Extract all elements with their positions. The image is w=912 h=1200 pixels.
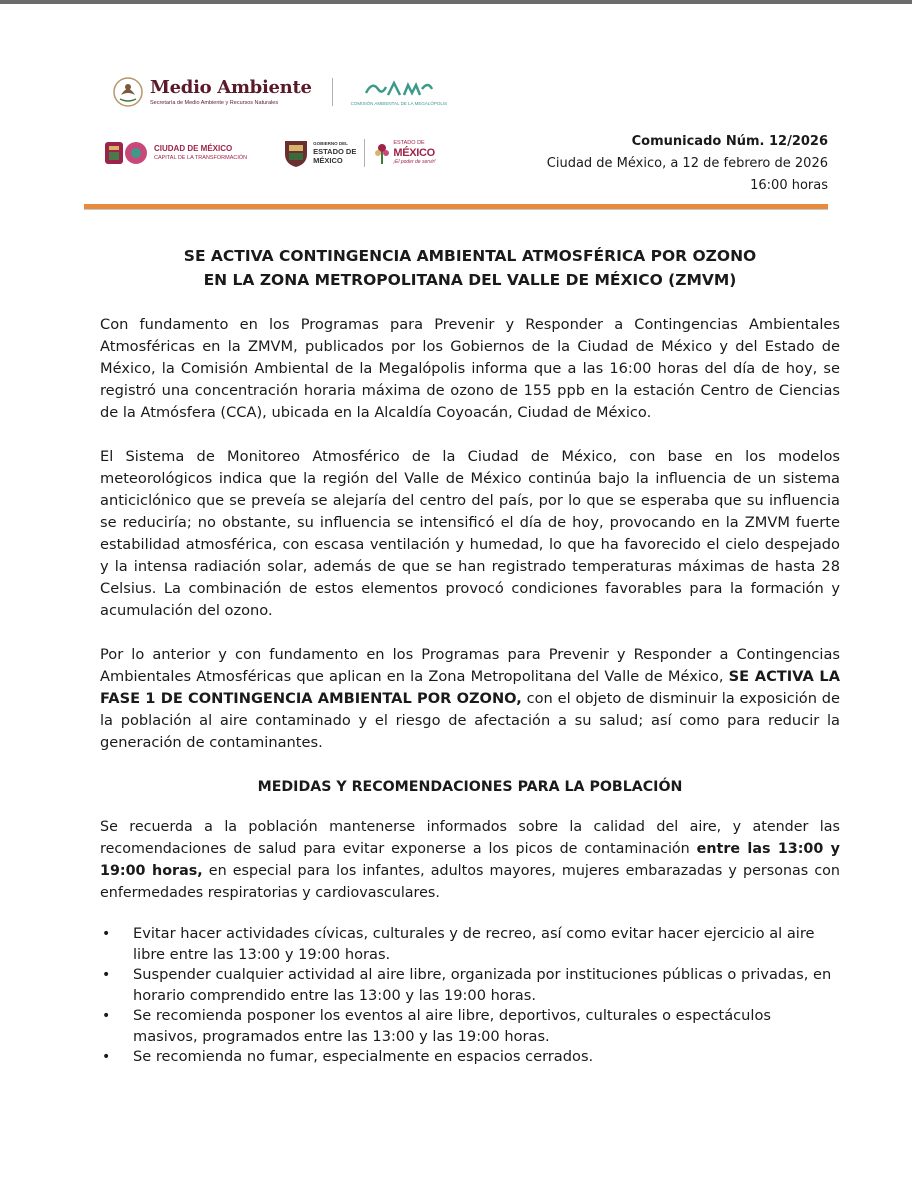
- list-item-text: Se recomienda no fumar, especialmente en espacios cerrados.: [133, 1048, 594, 1065]
- list-item: [100, 1006, 840, 1047]
- came-wordmark-icon: [364, 79, 434, 99]
- edomex-gov-label-line2: MÉXICO: [313, 156, 343, 165]
- header-logos-primary: [112, 72, 447, 112]
- edomex-government-logo: [283, 138, 356, 168]
- headline-line-1: SE ACTIVA CONTINGENCIA AMBIENTAL ATMOSFÉRICA POR OZONO: [183, 247, 757, 265]
- sema-logo-subtitle: Secretaría de Medio Ambiente y Recursos Naturales: [150, 100, 279, 106]
- communique-number: Comunicado Núm. 12/2026: [631, 134, 828, 149]
- cdmx-logo: [104, 138, 247, 168]
- bullet-icon: •: [102, 967, 111, 983]
- bullet-icon: •: [102, 1008, 111, 1024]
- edomex-brand-small: ESTADO DE: [393, 140, 425, 146]
- edomex-gov-label-line1: ESTADO DE: [313, 147, 357, 156]
- came-logo: [351, 79, 448, 106]
- list-item: [100, 924, 840, 965]
- sema-logo-title: Medio Ambiente: [150, 77, 312, 98]
- edomex-brand-slogan: ¡El poder de servir!: [393, 159, 436, 165]
- cdmx-subtitle: CAPITAL DE LA TRANSFORMACIÓN: [154, 155, 248, 161]
- bullet-icon: •: [102, 1049, 111, 1065]
- cdmx-title: CIUDAD DE MÉXICO: [154, 144, 233, 153]
- header-divider: [84, 204, 828, 210]
- paragraph-1: Con fundamento en los Programas para Prevenir y Responder a Contingencias Ambientales Atmosféricas en la ZMVM, publicados por los Gobiernos de la Ciudad de México y del Estado de México, la Comisión Ambiental de la Megalópolis informa que a las 16:00 horas del día de hoy, se registró una concentración horaria máxima de ozono de 155 ppb en la estación Centro de Ciencias de la Atmósfera (CCA), ubicada en la Alcaldía Coyoacán, Ciudad de México.: [100, 316, 840, 421]
- came-logo-subtitle: COMISIÓN AMBIENTAL DE LA MEGALÓPOLIS: [350, 100, 448, 106]
- paragraph-3-emphasis: SE ACTIVA LA FASE 1 DE CONTINGENCIA AMBIENTAL POR OZONO,: [100, 668, 840, 707]
- list-item: [100, 1047, 840, 1068]
- measures-intro-end: en especial para los infantes, adultos mayores, mujeres embarazadas y personas con enfermedades respiratorias y cardiovasculares.: [100, 863, 840, 901]
- measures-title: MEDIDAS Y RECOMENDACIONES PARA LA POBLACIÓN: [257, 779, 683, 795]
- measures-intro-start: Se recuerda a la población mantenerse informados sobre la calidad del aire, y atender las recomendaciones de salud para evitar exponerse a los picos de contaminación: [100, 819, 840, 857]
- paragraph-3-text-start: Por lo anterior y con fundamento en los Programas para Prevenir y Responder a Contingencias Ambientales Atmosféricas que aplican en la Zona Metropolitana del Valle de México,: [100, 646, 840, 685]
- recommendations-list: [100, 924, 840, 1068]
- edomex-brand-title: MÉXICO: [393, 147, 435, 159]
- edomex-flower-icon: [373, 140, 391, 166]
- document-body: [100, 244, 840, 1068]
- paragraph-3: [100, 644, 840, 754]
- list-item-text: Evitar hacer actividades cívicas, culturales y de recreo, así como evitar hacer ejercicio al aire libre entre las 13:00 y 19:00 horas.: [133, 925, 815, 963]
- paragraph-2: El Sistema de Monitoreo Atmosférico de la Ciudad de México, con base en los modelos meteorológicos indica que la región del Valle de México continúa bajo la influencia de un sistema anticiclónico que se preveía se alejaría del centro del país, por lo que se esperaba que su influencia se reduciría; no obstante, su influencia se intensificó el día de hoy, provocando en la ZMVM fuerte estabilidad atmosférica, con escasa ventilación y humedad, lo que ha favorecido el cielo despejado y la intensa radiación solar, además de que se han registrado temperaturas máximas de hasta 28 Celsius. La combinación de estos elementos provocó condiciones favorables para la formación y acumulación del ozono.: [100, 448, 840, 619]
- headline-line-2: EN LA ZONA METROPOLITANA DEL VALLE DE MÉXICO (ZMVM): [203, 271, 737, 289]
- measures-intro: [100, 816, 840, 904]
- top-border: [0, 0, 912, 4]
- edomex-brand-logo: [373, 140, 435, 166]
- cdmx-shields-icon: [104, 138, 148, 168]
- edomex-coat-of-arms-icon: [283, 138, 309, 168]
- header-logos-secondary: [104, 134, 436, 172]
- communique-info: [547, 131, 828, 197]
- communique-time: 16:00 horas: [750, 178, 828, 193]
- mexico-eagle-seal-icon: [112, 75, 144, 109]
- communique-place-date: Ciudad de México, a 12 de febrero de 2026: [546, 156, 828, 171]
- logo-divider: [332, 78, 333, 106]
- logo-divider: [364, 139, 365, 167]
- list-item: [100, 965, 840, 1006]
- bullet-icon: •: [102, 926, 111, 942]
- edomex-gov-label-small: GOBIERNO DEL: [313, 141, 348, 146]
- measures-intro-emphasis: entre las 13:00 y 19:00 horas,: [100, 841, 840, 879]
- list-item-text: Suspender cualquier actividad al aire libre, organizada por instituciones públicas o privadas, en horario comprendido entre las 13:00 y las 19:00 horas.: [133, 966, 832, 1004]
- paragraph-3-text-end: con el objeto de disminuir la exposición de la población al aire contaminado y el riesgo de afectación a su salud; así como para reducir la generación de contaminantes.: [100, 690, 840, 751]
- list-item-text: Se recomienda posponer los eventos al aire libre, deportivos, culturales o espectáculos masivos, programados entre las 13:00 y las 19:00 horas.: [133, 1007, 772, 1045]
- document-headline: [100, 244, 840, 292]
